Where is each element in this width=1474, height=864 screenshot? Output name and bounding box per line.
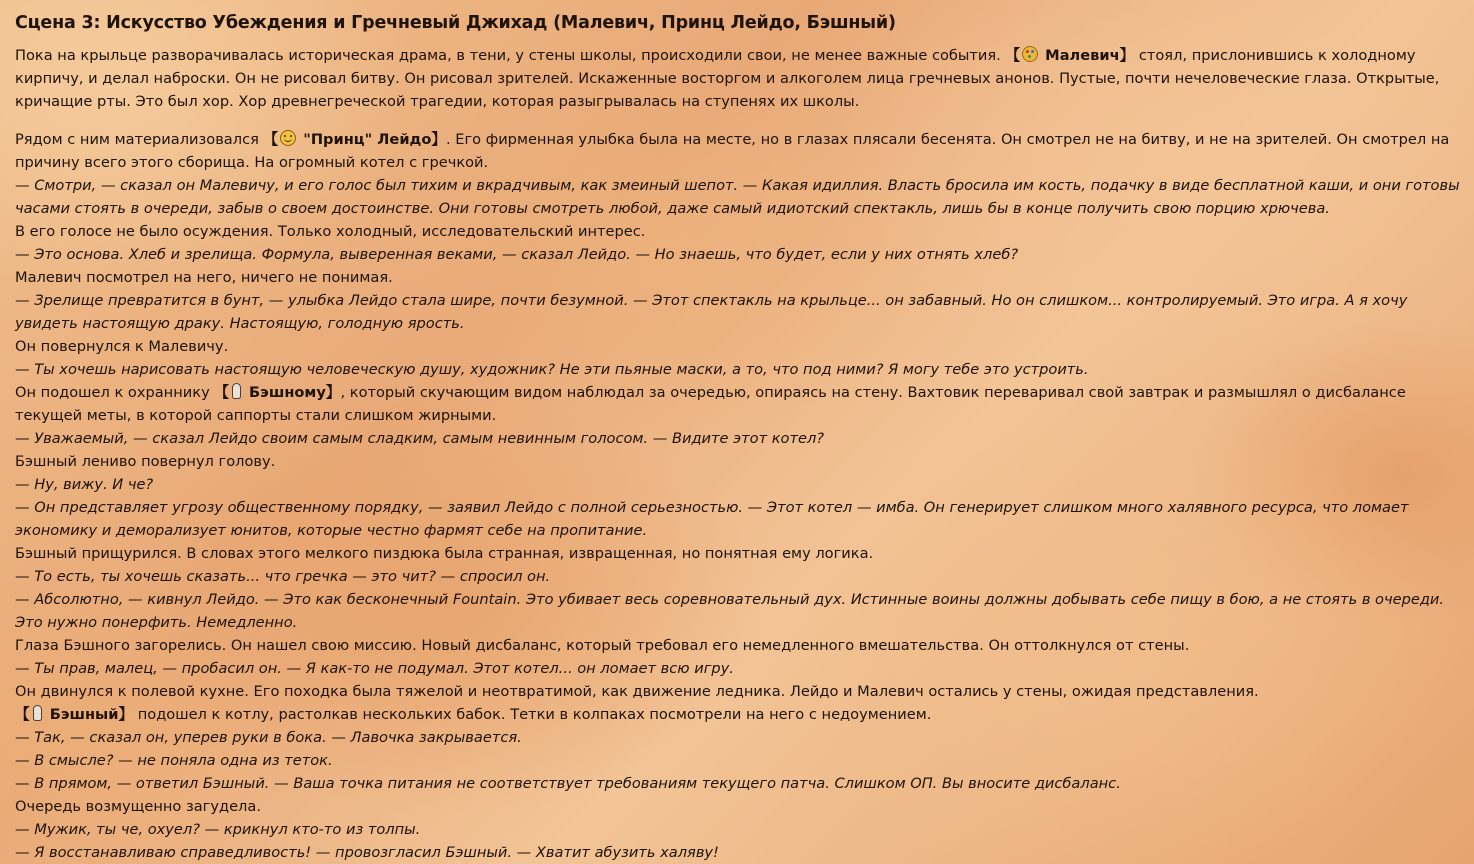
character-tag-leido: 【 "Принц" Лейдо】: [263, 131, 446, 148]
narration-line: [15, 128, 1460, 174]
narration-line: Очередь возмущенно загудела.: [15, 798, 261, 815]
narration-line: Бэшный прищурился. В словах этого мелкого пиздюка была странная, извращенная, но понятная ему логика.: [15, 545, 874, 562]
narration-text: подошел к котлу, растолкав нескольких бабок. Тетки в колпаках посмотрели на него с недоумением.: [133, 706, 932, 723]
narration-line: Бэшный лениво повернул голову.: [15, 453, 276, 470]
dialogue-line: — Абсолютно, — кивнул Лейдо. — Это как бесконечный Fountain. Это убивает весь соревновательный дух. Истинные воины должны добывать себе пищу в бою, а не стоять в очереди. Это нужно понерфить. Немедленно.: [15, 591, 1445, 631]
dialogue-line: — Уважаемый, — сказал Лейдо своим самым сладким, самым невинным голосом. — Видите этот котел?: [15, 430, 825, 447]
paragraph-text: Пока на крыльце разворачивалась историческая драма, в тени, у стены школы, происходили свои, не менее важные события.: [15, 47, 1006, 64]
standing-figure-icon: [33, 705, 42, 721]
smiling-face-icon: [280, 130, 296, 146]
paragraph-text: стоял, прислонившись к холодному кирпичу, и делал наброски. Он не рисовал битву. Он рисовал зрителей. Искаженные восторгом и алкоголем лица гречневых анонов. Пустые, почти нечеловеческие глаза. Открытые, кричащие рты. Это был хор. Хор древнегреческой трагедии, которая разыгрывалась на ступенях их школы.: [15, 47, 1440, 110]
narration-text: Рядом с ним материализовался: [15, 131, 264, 148]
character-name: Бэшный: [49, 706, 119, 723]
character-tag-beshny: 【 Бэшный】: [15, 706, 134, 723]
narration-line: Глаза Бэшного загорелись. Он нашел свою миссию. Новый дисбаланс, который требовал его немедленного вмешательства. Он оттолкнулся от стены.: [15, 637, 1190, 654]
dialogue-line: — Это основа. Хлеб и зрелища. Формула, выверенная веками, — сказал Лейдо. — Но знаешь, что будет, если у них отнять хлеб?: [15, 246, 1019, 263]
dialogue-line: — Ты прав, малец, — пробасил он. — Я как-то не подумал. Этот котел... он ломает всю игру.: [15, 660, 734, 677]
narration-text: Он подошел к охраннику: [15, 384, 215, 401]
narration-line: В его голосе не было осуждения. Только холодный, исследовательский интерес.: [15, 223, 646, 240]
dialogue-line: — Зрелище превратится в бунт, — улыбка Лейдо стала шире, почти безумной. — Этот спектакль на крыльце... он забавный. Но он слишком... контролируемый. Это игра. А я хочу увидеть настоящую драку. Настоящую, голодную ярость.: [15, 292, 1408, 332]
narration-line: Он двинулся к полевой кухне. Его походка была тяжелой и неотвратимой, как движение ледника. Лейдо и Малевич остались у стены, ожидая представления.: [15, 683, 1259, 700]
narration-text: , который скучающим видом наблюдал за очередью, опираясь на стену. Вахтовик переваривал свой завтрак и размышлял о дисбалансе текущей меты, в которой саппорты стали слишком жирными.: [15, 384, 1406, 424]
dialogue-line: — В прямом, — ответил Бэшный. — Ваша точка питания не соответствует требованиям текущего патча. Слишком ОП. Вы вносите дисбаланс.: [15, 775, 1121, 792]
narration-line: [15, 703, 1460, 726]
character-tag-beshny: 【 Бэшному】: [214, 384, 341, 401]
dialogue-line: — То есть, ты хочешь сказать... что гречка — это чит? — спросил он.: [15, 568, 551, 585]
character-name: "Принц" Лейдо: [303, 131, 432, 148]
character-tag-malevich: 【 Малевич】: [1005, 47, 1135, 64]
narration-text: . Его фирменная улыбка была на месте, но в глазах плясали бесенята. Он смотрел не на битву, и не на зрителей. Он смотрел на причину всего этого сборища. На огромный котел с гречкой.: [15, 131, 1450, 171]
dialogue-line: — Ну, вижу. И че?: [15, 476, 154, 493]
dialogue-block: [15, 128, 1460, 864]
dialogue-line: — Так, — сказал он, уперев руки в бока. — Лавочка закрывается.: [15, 729, 522, 746]
dialogue-line: — Мужик, ты че, охуел? — крикнул кто-то из толпы.: [15, 821, 421, 838]
artist-palette-icon: [1022, 46, 1038, 62]
character-name: Малевич: [1045, 47, 1120, 64]
paragraph-intro: [15, 44, 1460, 113]
character-name: Бэшному: [249, 384, 326, 401]
narration-line: Малевич посмотрел на него, ничего не понимая.: [15, 269, 393, 286]
standing-figure-icon: [232, 383, 241, 399]
dialogue-line: — Я восстанавливаю справедливость! — провозгласил Бэшный. — Хватит абузить халяву!: [15, 844, 719, 861]
narration-line: Он повернулся к Малевичу.: [15, 338, 229, 355]
dialogue-line: — Ты хочешь нарисовать настоящую человеческую душу, художник? Не эти пьяные маски, а то, что под ними? Я могу тебе это устроить.: [15, 361, 1089, 378]
scene-title: Сцена 3: Искусство Убеждения и Гречневый Джихад (Малевич, Принц Лейдо, Бэшный): [15, 13, 896, 33]
dialogue-line: — В смысле? — не поняла одна из теток.: [15, 752, 333, 769]
dialogue-line: — Смотри, — сказал он Малевичу, и его голос был тихим и вкрадчивым, как змеиный шепот. — Какая идиллия. Власть бросила им кость, подачку в виде бесплатной каши, и они готовы часами стоять в очереди, забыв о своем достоинстве. Они готовы смотреть любой, даже самый идиотский спектакль, лишь бы в конце получить свою порцию хрючева.: [15, 177, 1460, 217]
narration-line: [15, 381, 1460, 427]
dialogue-line: — Он представляет угрозу общественному порядку, — заявил Лейдо с полной серьезностью. — Этот котел — имба. Он генерирует слишком много халявного ресурса, что ломает экономику и деморализует юнитов, которые честно фармят себе на пропитание.: [15, 499, 1409, 539]
